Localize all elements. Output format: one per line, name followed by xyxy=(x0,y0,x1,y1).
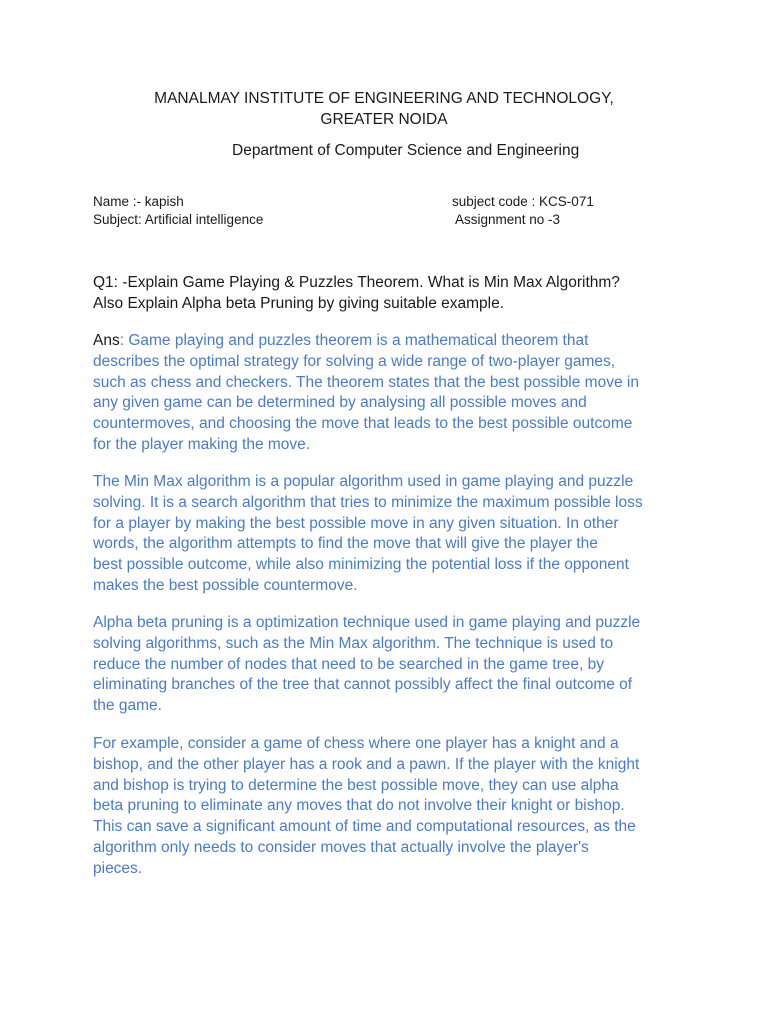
answer-line: such as chess and checkers. The theorem states that the best possible move in xyxy=(93,373,639,391)
answer-line: makes the best possible countermove. xyxy=(93,576,358,594)
department-name: Department of Computer Science and Engineering xyxy=(232,142,580,159)
answer-line: Alpha beta pruning is a optimization technique used in game playing and puzzle xyxy=(93,614,641,631)
answer-line: solving. It is a search algorithm that tries to minimize the maximum possible loss xyxy=(93,493,643,511)
question-line: Also Explain Alpha beta Pruning by giving suitable example. xyxy=(93,295,505,312)
answer-paragraph-3 xyxy=(93,613,693,717)
answer-line: bishop, and the other player has a rook and a pawn. If the player with the knight xyxy=(93,755,640,773)
answer-label: Ans xyxy=(93,332,120,349)
answer-line: : Game playing and puzzles theorem is a mathematical theorem that xyxy=(119,332,589,349)
answer-line: best possible outcome, while also minimizing the potential loss if the opponent xyxy=(93,556,629,574)
answer-line: eliminating branches of the tree that cannot possibly affect the final outcome of xyxy=(93,676,633,694)
assignment-number: Assignment no -3 xyxy=(455,212,561,227)
answer-line: pieces. xyxy=(93,859,143,877)
answer-line: This can save a significant amount of time and computational resources, as the xyxy=(93,818,636,836)
answer-line: for the player making the move. xyxy=(93,435,311,453)
answer-line: algorithm only needs to consider moves that actually involve the player's xyxy=(93,838,589,856)
institute-location: GREATER NOIDA xyxy=(320,111,448,128)
answer-line: solving algorithms, such as the Min Max algorithm. The technique is used to xyxy=(93,634,614,652)
answer-line: words, the algorithm attempts to find the move that will give the player the xyxy=(93,535,598,553)
answer-line: and bishop is trying to determine the best possible move, they can use alpha xyxy=(93,776,619,794)
answer-line: reduce the number of nodes that need to be searched in the game tree, by xyxy=(93,655,604,673)
answer-paragraph-4 xyxy=(93,734,693,880)
answer-paragraph-1 xyxy=(93,331,693,456)
student-name: Name :- kapish xyxy=(93,194,184,209)
answer-line: beta pruning to eliminate any moves that do not involve their knight or bishop. xyxy=(93,797,625,815)
answer-paragraph-2 xyxy=(93,472,693,597)
answer-line: any given game can be determined by analysing all possible moves and xyxy=(93,394,587,412)
answer-line: describes the optimal strategy for solving a wide range of two-player games, xyxy=(93,352,616,370)
institute-name: MANALMAY INSTITUTE OF ENGINEERING AND TECHNOLOGY, xyxy=(154,90,614,107)
answer-line: for a player by making the best possible move in any given situation. In other xyxy=(93,514,619,532)
subject-code: subject code : KCS-071 xyxy=(452,194,594,209)
answer-line: For example, consider a game of chess where one player has a knight and a xyxy=(93,735,619,752)
answer-line: The Min Max algorithm is a popular algorithm used in game playing and puzzle xyxy=(93,473,634,490)
answer-line: the game. xyxy=(93,697,162,715)
answer-first-line xyxy=(93,331,693,352)
answer-line: countermoves, and choosing the move that leads to the best possible outcome xyxy=(93,415,633,433)
question-line: Q1: -Explain Game Playing & Puzzles Theorem. What is Min Max Algorithm? xyxy=(93,274,620,291)
subject-name: Subject: Artificial intelligence xyxy=(93,212,264,227)
question-text xyxy=(93,272,693,314)
